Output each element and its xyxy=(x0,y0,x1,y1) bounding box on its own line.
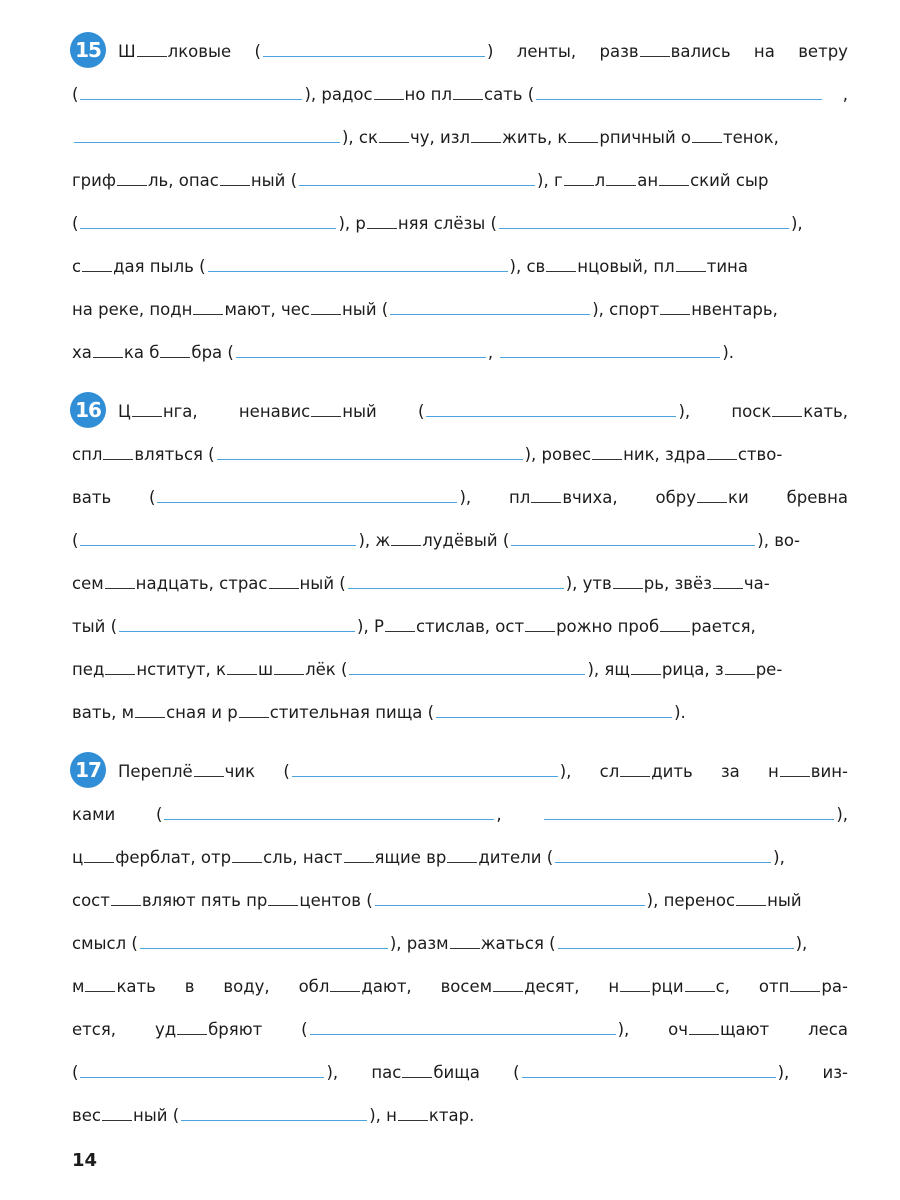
letter-gap[interactable] xyxy=(790,990,820,992)
text-line: на реке, подн мают, чес ный ( ), спорт нвентарь, xyxy=(72,300,778,319)
letter-gap[interactable] xyxy=(330,990,360,992)
letter-gap[interactable] xyxy=(447,861,477,863)
letter-gap[interactable] xyxy=(379,141,409,143)
answer-blank[interactable] xyxy=(80,544,356,546)
answer-blank[interactable] xyxy=(310,1033,616,1035)
letter-gap[interactable] xyxy=(620,990,650,992)
answer-blank[interactable] xyxy=(80,98,302,100)
letter-gap[interactable] xyxy=(660,313,690,315)
letter-gap[interactable] xyxy=(84,861,114,863)
answer-blank[interactable] xyxy=(426,415,676,417)
text-line: Переплё чик ( ), сл дить за н вин- xyxy=(118,762,848,781)
answer-blank[interactable] xyxy=(80,227,336,229)
text-line: с дая пыль ( ), св нцовый, пл тина xyxy=(72,257,748,276)
answer-blank[interactable] xyxy=(74,141,340,143)
letter-gap[interactable] xyxy=(640,55,670,57)
letter-gap[interactable] xyxy=(568,141,598,143)
letter-gap[interactable] xyxy=(525,630,555,632)
text-line: ( ), пас бища ( ), из- xyxy=(72,1063,848,1082)
letter-gap[interactable] xyxy=(606,184,636,186)
text-line: м кать в воду, обл дают, восем десят, н рци с, отп ра- xyxy=(72,977,848,996)
text-line: ется, уд бряют ( ), оч щают леса xyxy=(72,1020,848,1039)
text-line: сем надцать, страс ный ( ), утв рь, звёз ча- xyxy=(72,574,770,593)
answer-blank[interactable] xyxy=(80,1076,324,1078)
letter-gap[interactable] xyxy=(374,98,404,100)
letter-gap[interactable] xyxy=(117,184,147,186)
letter-gap[interactable] xyxy=(177,1033,207,1035)
text-line: сост вляют пять пр центов ( ), перенос ный xyxy=(72,891,802,910)
answer-blank[interactable] xyxy=(181,1119,367,1121)
letter-gap[interactable] xyxy=(232,861,262,863)
letter-gap[interactable] xyxy=(713,587,743,589)
letter-gap[interactable] xyxy=(311,313,341,315)
letter-gap[interactable] xyxy=(398,1119,428,1121)
answer-blank[interactable] xyxy=(292,775,558,777)
answer-blank[interactable] xyxy=(544,818,834,820)
text-line: гриф ль, опас ный ( ), г л ан ский сыр xyxy=(72,171,769,190)
letter-gap[interactable] xyxy=(220,184,250,186)
answer-blank[interactable] xyxy=(348,587,564,589)
text-line: тый ( ), Р стислав, ост рожно проб рается, xyxy=(72,617,756,636)
answer-blank[interactable] xyxy=(375,904,645,906)
letter-gap[interactable] xyxy=(692,141,722,143)
text-line: ), ск чу, изл жить, к рпичный о тенок, xyxy=(72,116,848,159)
exercise-number-badge: 17 xyxy=(70,752,106,788)
answer-blank[interactable] xyxy=(119,630,355,632)
letter-gap[interactable] xyxy=(93,356,123,358)
letter-gap[interactable] xyxy=(111,904,141,906)
exercise-15 xyxy=(72,30,848,374)
letter-gap[interactable] xyxy=(194,775,224,777)
answer-blank[interactable] xyxy=(299,184,535,186)
answer-blank[interactable] xyxy=(499,227,789,229)
text-line: смысл ( ), разм жаться ( ), xyxy=(72,934,808,953)
letter-gap[interactable] xyxy=(85,990,115,992)
letter-gap[interactable] xyxy=(725,673,755,675)
letter-gap[interactable] xyxy=(546,270,576,272)
letter-gap[interactable] xyxy=(274,673,304,675)
text-line: ками ( , ), xyxy=(72,805,848,824)
letter-gap[interactable] xyxy=(613,587,643,589)
letter-gap[interactable] xyxy=(367,227,397,229)
answer-blank[interactable] xyxy=(157,501,457,503)
letter-gap[interactable] xyxy=(493,990,523,992)
letter-gap[interactable] xyxy=(450,947,480,949)
letter-gap[interactable] xyxy=(780,775,810,777)
letter-gap[interactable] xyxy=(135,716,165,718)
letter-gap[interactable] xyxy=(311,415,341,417)
letter-gap[interactable] xyxy=(736,904,766,906)
answer-blank[interactable] xyxy=(349,673,585,675)
exercise-number-badge: 16 xyxy=(70,392,106,428)
answer-blank[interactable] xyxy=(558,947,794,949)
answer-blank[interactable] xyxy=(500,356,720,358)
text-line: ( ), р няя слёзы ( ), xyxy=(72,214,803,233)
letter-gap[interactable] xyxy=(402,1076,432,1078)
answer-blank[interactable] xyxy=(511,544,755,546)
letter-gap[interactable] xyxy=(268,904,298,906)
letter-gap[interactable] xyxy=(531,501,561,503)
letter-gap[interactable] xyxy=(620,775,650,777)
text-line: спл вляться ( ), ровес ник, здра ство- xyxy=(72,445,783,464)
letter-gap[interactable] xyxy=(102,1119,132,1121)
letter-gap[interactable] xyxy=(344,861,374,863)
text-line: пед нститут, к ш лёк ( ), ящ рица, з ре- xyxy=(72,660,783,679)
letter-gap[interactable] xyxy=(160,356,190,358)
letter-gap[interactable] xyxy=(239,716,269,718)
letter-gap[interactable] xyxy=(689,1033,719,1035)
letter-gap[interactable] xyxy=(685,990,715,992)
letter-gap[interactable] xyxy=(105,587,135,589)
letter-gap[interactable] xyxy=(82,270,112,272)
letter-gap[interactable] xyxy=(391,544,421,546)
answer-blank[interactable] xyxy=(390,313,590,315)
answer-blank[interactable] xyxy=(263,55,485,57)
letter-gap[interactable] xyxy=(269,587,299,589)
letter-gap[interactable] xyxy=(132,415,162,417)
answer-blank[interactable] xyxy=(536,98,822,100)
letter-gap[interactable] xyxy=(676,270,706,272)
answer-blank[interactable] xyxy=(436,716,672,718)
letter-gap[interactable] xyxy=(772,415,802,417)
text-line: ц ферблат, отр сль, наст ящие вр дители ( ), xyxy=(72,848,785,867)
letter-gap[interactable] xyxy=(453,98,483,100)
letter-gap[interactable] xyxy=(631,673,661,675)
answer-blank[interactable] xyxy=(164,818,494,820)
letter-gap[interactable] xyxy=(227,673,257,675)
exercise-16 xyxy=(72,390,848,734)
answer-blank[interactable] xyxy=(236,356,486,358)
text-line: Ц нга, ненавис ный ( ), поск кать, xyxy=(118,402,848,421)
letter-gap[interactable] xyxy=(659,184,689,186)
text-line: вать ( ), пл вчиха, обру ки бревна xyxy=(72,488,848,507)
letter-gap[interactable] xyxy=(105,673,135,675)
answer-blank[interactable] xyxy=(555,861,771,863)
text-line: ха ка б бра ( , ). xyxy=(72,343,735,362)
answer-blank[interactable] xyxy=(140,947,388,949)
answer-blank[interactable] xyxy=(217,458,523,460)
letter-gap[interactable] xyxy=(385,630,415,632)
letter-gap[interactable] xyxy=(564,184,594,186)
letter-gap[interactable] xyxy=(193,313,223,315)
letter-gap[interactable] xyxy=(592,458,622,460)
text-line: ( ), радос но пл сать ( , xyxy=(72,85,848,104)
answer-blank[interactable] xyxy=(208,270,508,272)
letter-gap[interactable] xyxy=(660,630,690,632)
text-line: Ш лковые ( ) ленты, разв вались на ветру xyxy=(118,42,848,61)
letter-gap[interactable] xyxy=(707,458,737,460)
text-line: вес ный ( ), н ктар. xyxy=(72,1106,475,1125)
letter-gap[interactable] xyxy=(103,458,133,460)
text-line: ( ), ж лудёвый ( ), во- xyxy=(72,531,800,550)
exercise-17 xyxy=(72,750,848,1137)
text-line: вать, м сная и р стительная пища ( ). xyxy=(72,703,686,722)
letter-gap[interactable] xyxy=(697,501,727,503)
letter-gap[interactable] xyxy=(471,141,501,143)
exercise-number-badge: 15 xyxy=(70,32,106,68)
answer-blank[interactable] xyxy=(522,1076,776,1078)
letter-gap[interactable] xyxy=(137,55,167,57)
page-number: 14 xyxy=(72,1150,98,1171)
